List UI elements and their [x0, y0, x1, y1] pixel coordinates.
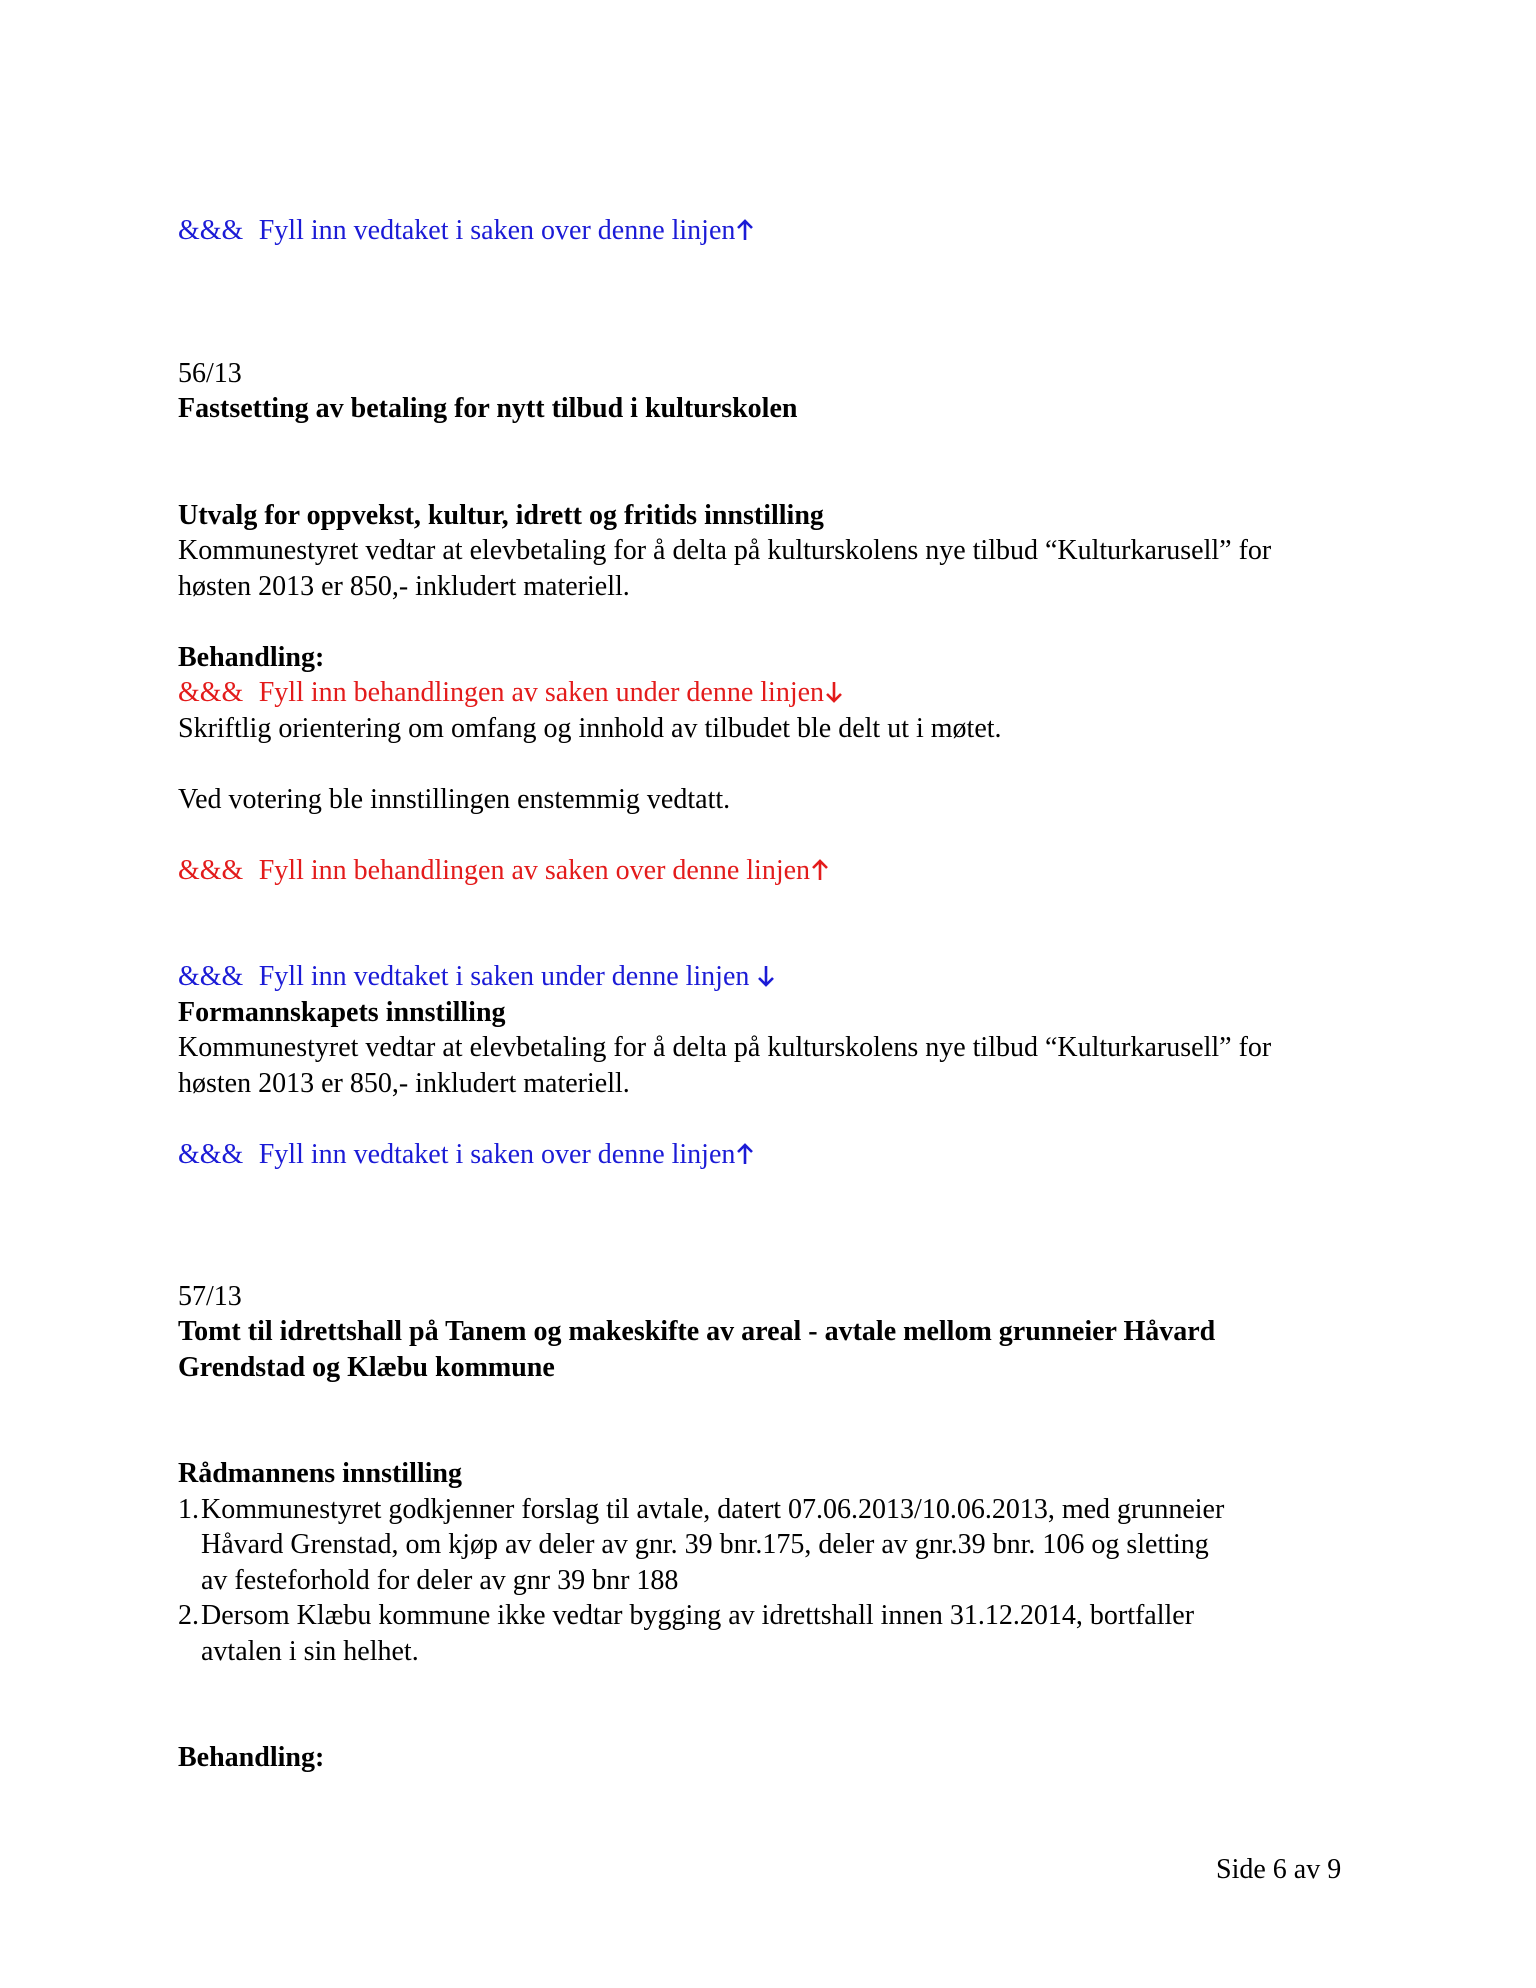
marker-text: Fyll inn vedtaket i saken over denne linjen: [258, 1138, 736, 1170]
marker-text: Fyll inn behandlingen av saken under denne linjen: [258, 677, 825, 708]
arrow-up-icon: [811, 858, 829, 882]
list-item-line: Kommunestyret godkjenner forslag til avtale, datert 07.06.2013/10.06.2013, med grunneier: [201, 1493, 1225, 1525]
case-title-line: Tomt til idrettshall på Tanem og makeskifte av areal - avtale mellom grunneier Håvard: [178, 1316, 1216, 1347]
behandling-heading: Behandling:: [178, 1742, 325, 1773]
marker-text: Fyll inn vedtaket i saken under denne linjen: [258, 961, 750, 992]
vedtak-over-marker: [178, 1137, 1358, 1173]
case-title-line: Grendstad og Klæbu kommune: [178, 1351, 555, 1383]
marker-prefix: &&&: [178, 961, 244, 992]
marker-prefix: &&&: [178, 1138, 244, 1170]
case-number: 56/13: [178, 357, 242, 389]
committee-text-line: Kommunestyret vedtar at elevbetaling for å delta på kulturskolens nye tilbud “Kulturkarusell” for: [178, 535, 1272, 566]
list-item-line: av festeforhold for deler av gnr 39 bnr 188: [201, 1564, 679, 1596]
document-content: [178, 213, 1358, 1776]
behandling-under-marker: [178, 675, 1358, 711]
arrow-up-icon: [736, 1142, 754, 1166]
vedtak-under-marker: [178, 959, 1358, 995]
formannskap-text-line: Kommunestyret vedtar at elevbetaling for å delta på kulturskolens nye tilbud “Kulturkarusell” for: [178, 1032, 1272, 1063]
list-item: [178, 1598, 1358, 1669]
marker-prefix: &&&: [178, 854, 244, 886]
page-number: Side 6 av 9: [1216, 1854, 1342, 1885]
marker-text: Fyll inn vedtaket i saken over denne linjen: [258, 215, 736, 246]
arrow-up-icon: [736, 218, 754, 242]
behandling-text: Ved votering ble innstillingen enstemmig vedtatt.: [178, 783, 731, 815]
case-number: 57/13: [178, 1280, 242, 1312]
list-item-number: 2.: [178, 1600, 199, 1631]
list-item-line: Håvard Grenstad, om kjøp av deler av gnr. 39 bnr.175, deler av gnr.39 bnr. 106 og sletting: [201, 1529, 1209, 1560]
committee-heading: Utvalg for oppvekst, kultur, idrett og fritids innstilling: [178, 499, 824, 531]
behandling-over-marker: [178, 853, 1358, 889]
marker-text: Fyll inn behandlingen av saken over denne linjen: [258, 854, 811, 886]
list-item-line: avtalen i sin helhet.: [201, 1635, 419, 1667]
behandling-heading: Behandling:: [178, 641, 325, 673]
committee-text-line: høsten 2013 er 850,- inkludert materiell.: [178, 570, 630, 602]
list-item-number: 1.: [178, 1493, 199, 1525]
behandling-text: Skriftlig orientering om omfang og innhold av tilbudet ble delt ut i møtet.: [178, 712, 1002, 744]
list-item: [178, 1492, 1358, 1599]
marker-prefix: &&&: [178, 215, 244, 246]
case-title: Fastsetting av betaling for nytt tilbud i kulturskolen: [178, 393, 798, 424]
marker-prefix: &&&: [178, 677, 244, 708]
arrow-down-icon: [825, 680, 843, 704]
vedtak-over-marker: [178, 213, 1358, 249]
radmann-heading: Rådmannens innstilling: [178, 1458, 462, 1489]
formannskap-text-line: høsten 2013 er 850,- inkludert materiell.: [178, 1067, 630, 1099]
formannskap-heading: Formannskapets innstilling: [178, 996, 506, 1028]
arrow-down-icon: [757, 964, 775, 988]
list-item-line: Dersom Klæbu kommune ikke vedtar bygging av idrettshall innen 31.12.2014, bortfaller: [201, 1600, 1195, 1631]
